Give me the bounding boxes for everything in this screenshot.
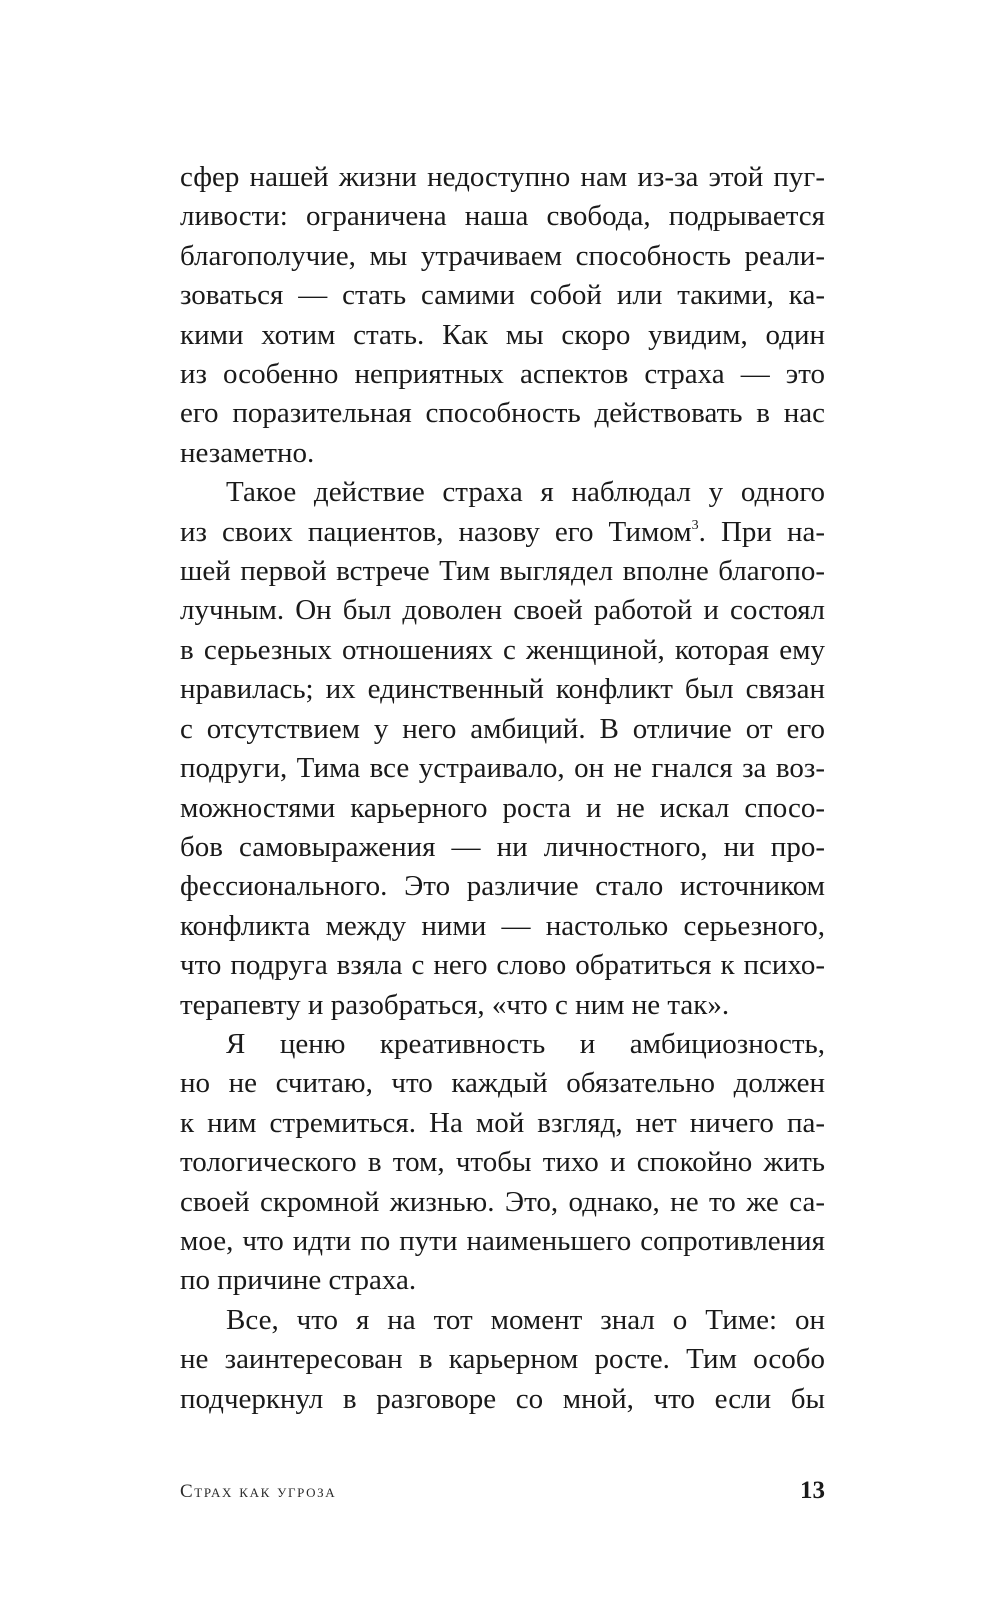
paragraph-2 (180, 473, 825, 1025)
text-line: тологического в том, чтобы тихо и спокойно жить (180, 1146, 825, 1179)
body-text (180, 158, 825, 1419)
text-line: сфер нашей жизни недоступно нам из-за этой пуг- (180, 161, 825, 193)
text-line: фессионального. Это различие стало источником (180, 870, 825, 903)
text-line: что подруга взяла с него слово обратиться к психо- (180, 949, 825, 982)
text-line: по причине страха. (180, 1264, 417, 1297)
running-head: Страх как угроза (180, 1481, 337, 1502)
text-line: с отсутствием у него амбиций. В отличие от его (180, 712, 825, 745)
text-line: лучным. Он был доволен своей работой и состоял (180, 594, 825, 627)
text-line: незаметно. (180, 436, 315, 469)
text-line-with-footnote (180, 513, 825, 552)
paragraph-3 (180, 1025, 825, 1301)
text-line: из особенно неприятных аспектов страха — это (180, 358, 825, 391)
text-line: можностями карьерного роста и не искал спосо- (180, 791, 825, 824)
text-fragment: . При на- (698, 515, 825, 548)
page-number: 13 (800, 1477, 825, 1504)
text-line: но не считаю, что каждый обязательно должен (180, 1067, 825, 1100)
text-line: его поразительная способность действовать в нас (180, 397, 825, 430)
text-line: подчеркнул в разговоре со мной, что если бы (180, 1382, 825, 1415)
text-line: подруги, Тима все устраивало, он не гнался за воз- (180, 752, 825, 785)
text-line: бов самовыражения — ни личностного, ни про- (180, 830, 825, 863)
text-line: конфликта между ними — настолько серьезного, (180, 909, 825, 942)
text-line: шей первой встрече Тим выглядел вполне благопо- (180, 555, 825, 588)
text-line: благополучие, мы утрачиваем способность реали- (180, 239, 825, 272)
footnote-marker[interactable]: 3 (691, 517, 699, 533)
text-line: Все, что я на тот момент знал о Тиме: он (226, 1303, 825, 1336)
text-line: не заинтересован в карьерном росте. Тим особо (180, 1343, 825, 1376)
paragraph-1 (180, 158, 825, 473)
text-line: кими хотим стать. Как мы скоро увидим, один (180, 318, 825, 351)
text-line: Такое действие страха я наблюдал у одного (226, 476, 825, 509)
text-line: нравилась; их единственный конфликт был связан (180, 673, 825, 706)
text-line: своей скромной жизнью. Это, однако, не то же са- (180, 1185, 825, 1218)
text-line: терапевту и разобраться, «что с ним не так». (180, 988, 730, 1021)
page-footer (180, 1477, 825, 1511)
paragraph-4 (180, 1301, 825, 1419)
text-fragment: из своих пациентов, назову его Тимом (180, 515, 692, 548)
text-line: Я ценю креативность и амбициозность, (226, 1027, 825, 1060)
text-line: в серьезных отношениях с женщиной, которая ему (180, 633, 825, 666)
text-line: к ним стремиться. На мой взгляд, нет ничего па- (180, 1106, 825, 1139)
text-line: мое, что идти по пути наименьшего сопротивления (180, 1224, 825, 1257)
text-line: ливости: ограничена наша свобода, подрывается (180, 200, 825, 233)
text-line: зоваться — стать самими собой или такими, ка- (180, 279, 825, 312)
